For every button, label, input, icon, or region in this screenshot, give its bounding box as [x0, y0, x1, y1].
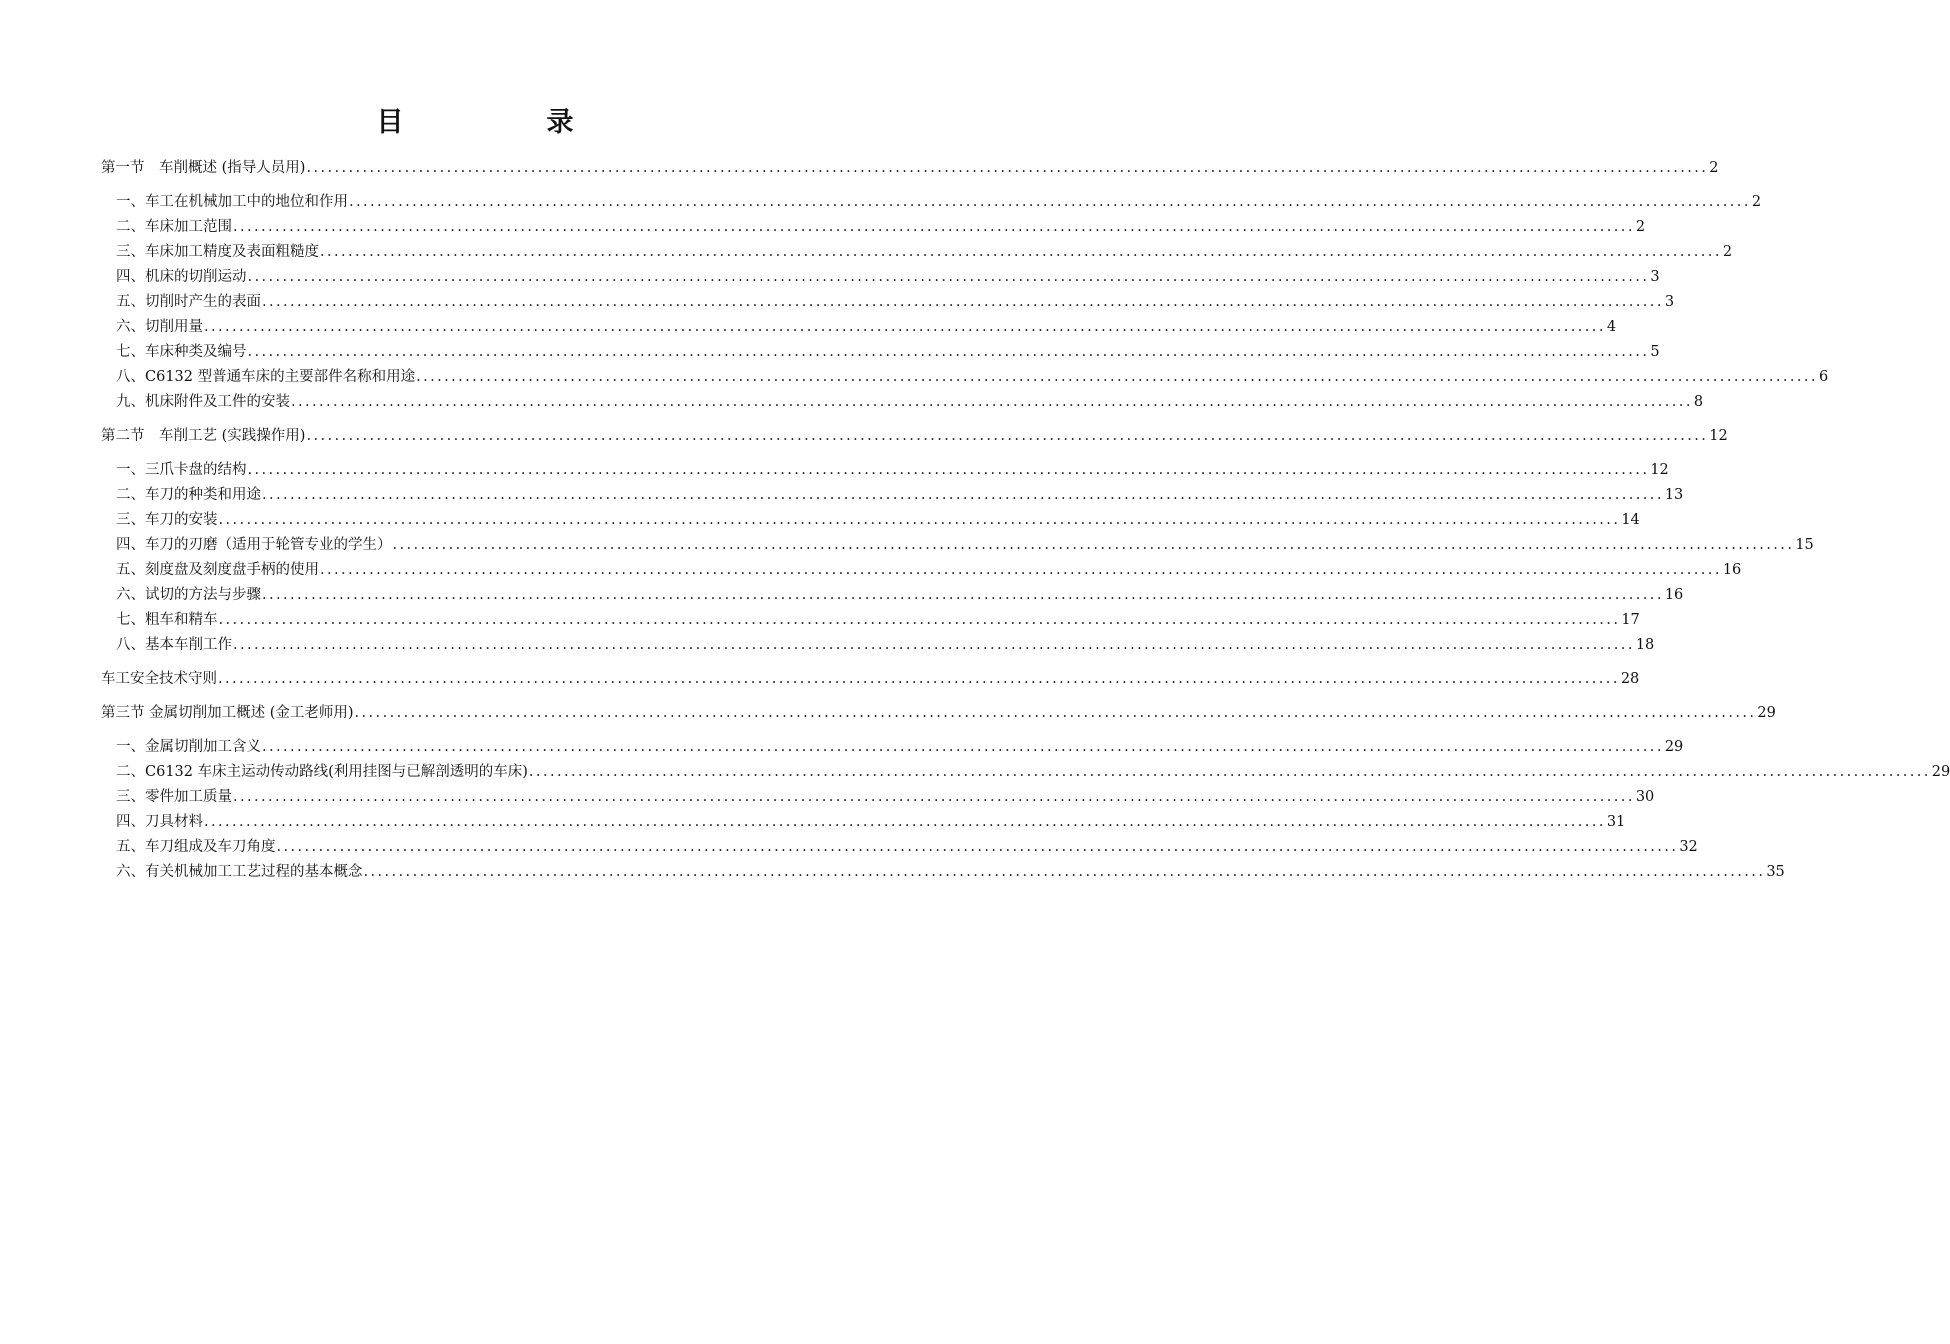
toc-leader-dots: ........................................................................................................................................................................................................	[320, 562, 1722, 578]
toc-leader-dots: ........................................................................................................................................................................................................	[528, 764, 1931, 780]
toc-entry-label: 第一节 车削概述 (指导人员用)	[101, 160, 306, 176]
toc-page-number: 31	[1606, 814, 1626, 830]
toc-subsection-entry[interactable]	[101, 290, 1675, 315]
toc-page-number: 6	[1818, 369, 1829, 385]
toc-leader-dots: ........................................................................................................................................................................................................	[233, 789, 1635, 805]
toc-section-entry[interactable]	[101, 667, 1640, 692]
toc-leader-dots: ........................................................................................................................................................................................................	[291, 394, 1693, 410]
toc-leader-dots: ........................................................................................................................................................................................................	[218, 612, 1621, 628]
toc-subsection-entry[interactable]	[101, 558, 1742, 583]
toc-entry-label: 三、车床加工精度及表面粗糙度	[116, 244, 319, 260]
toc-page-number: 32	[1679, 839, 1698, 855]
toc-entry-label: 一、车工在机械加工中的地位和作用	[116, 194, 348, 210]
toc-page-number: 29	[1931, 764, 1950, 780]
toc-page-number: 18	[1635, 637, 1655, 653]
toc-leader-dots: ........................................................................................................................................................................................................	[262, 739, 1664, 755]
toc-leader-dots: ........................................................................................................................................................................................................	[247, 344, 1650, 360]
toc-leader-dots: ........................................................................................................................................................................................................	[349, 194, 1751, 210]
toc-leader-dots: ........................................................................................................................................................................................................	[392, 537, 1795, 553]
toc-entry-label: 第二节 车削工艺 (实践操作用)	[101, 428, 306, 444]
toc-page-number: 12	[1709, 428, 1728, 444]
toc-entry-label: 一、三爪卡盘的结构	[116, 462, 247, 478]
toc-page-number: 3	[1650, 269, 1660, 285]
toc-leader-dots: ........................................................................................................................................................................................................	[262, 587, 1664, 603]
toc-page-number: 29	[1664, 739, 1684, 755]
toc-leader-dots: ........................................................................................................................................................................................................	[247, 269, 1650, 285]
toc-subsection-entry[interactable]	[101, 760, 1950, 785]
toc-entry-label: 六、切削用量	[116, 319, 203, 335]
toc-entry-label: 四、机床的切削运动	[116, 269, 247, 285]
toc-section-entry[interactable]	[101, 424, 1728, 449]
toc-subsection-entry[interactable]	[101, 215, 1646, 240]
toc-entry-label: 五、切削时产生的表面	[116, 294, 261, 310]
toc-leader-dots: ........................................................................................................................................................................................................	[416, 369, 1818, 385]
toc-leader-dots: ........................................................................................................................................................................................................	[306, 160, 1709, 176]
toc-entry-label: 五、刻度盘及刻度盘手柄的使用	[116, 562, 319, 578]
toc-entry-label: 三、车刀的安装	[116, 512, 218, 528]
toc-leader-dots: ........................................................................................................................................................................................................	[247, 462, 1650, 478]
toc-section-entry[interactable]	[101, 156, 1719, 181]
toc-subsection-entry[interactable]	[101, 735, 1684, 760]
toc-leader-dots: ........................................................................................................................................................................................................	[363, 864, 1766, 880]
toc-entry-label: 九、机床附件及工件的安装	[116, 394, 290, 410]
toc-section-entry[interactable]	[101, 701, 1776, 726]
toc-subsection-entry[interactable]	[101, 860, 1785, 885]
toc-page-number: 2	[1722, 244, 1733, 260]
toc-entry-label: 七、车床种类及编号	[116, 344, 247, 360]
toc-page-number: 29	[1757, 705, 1776, 721]
toc-leader-dots: ........................................................................................................................................................................................................	[204, 319, 1606, 335]
toc-subsection-entry[interactable]	[101, 810, 1626, 835]
toc-page-number: 4	[1606, 319, 1617, 335]
toc-page-number: 8	[1693, 394, 1704, 410]
toc-page-number: 15	[1795, 537, 1814, 553]
toc-page-number: 13	[1664, 487, 1684, 503]
toc-leader-dots: ........................................................................................................................................................................................................	[262, 487, 1664, 503]
toc-subsection-entry[interactable]	[101, 583, 1684, 608]
toc-entry-label: 车工安全技术守则	[101, 671, 217, 687]
table-of-contents	[101, 156, 1950, 885]
toc-leader-dots: ........................................................................................................................................................................................................	[218, 671, 1620, 687]
toc-page-number: 2	[1709, 160, 1719, 176]
toc-entry-label: 二、车床加工范围	[116, 219, 232, 235]
toc-leader-dots: ........................................................................................................................................................................................................	[262, 294, 1664, 310]
toc-subsection-entry[interactable]	[101, 508, 1640, 533]
toc-entry-label: 一、金属切削加工含义	[116, 739, 261, 755]
toc-entry-label: 六、有关机械加工工艺过程的基本概念	[116, 864, 363, 880]
toc-page-number: 17	[1621, 612, 1640, 628]
toc-leader-dots: ........................................................................................................................................................................................................	[204, 814, 1606, 830]
toc-subsection-entry[interactable]	[101, 483, 1684, 508]
toc-entry-label: 六、试切的方法与步骤	[116, 587, 261, 603]
toc-leader-dots: ........................................................................................................................................................................................................	[233, 219, 1635, 235]
toc-entry-label: 五、车刀组成及车刀角度	[116, 839, 276, 855]
toc-leader-dots: ........................................................................................................................................................................................................	[354, 705, 1757, 721]
toc-page-number: 14	[1621, 512, 1640, 528]
toc-subsection-entry[interactable]	[101, 340, 1660, 365]
toc-leader-dots: ........................................................................................................................................................................................................	[276, 839, 1679, 855]
toc-subsection-entry[interactable]	[101, 608, 1640, 633]
toc-subsection-entry[interactable]	[101, 315, 1617, 340]
toc-page-number: 30	[1635, 789, 1655, 805]
toc-entry-label: 二、车刀的种类和用途	[116, 487, 261, 503]
toc-leader-dots: ........................................................................................................................................................................................................	[320, 244, 1722, 260]
toc-subsection-entry[interactable]	[101, 265, 1660, 290]
toc-page-number: 5	[1650, 344, 1660, 360]
page-title: 目 录	[376, 107, 632, 138]
toc-subsection-entry[interactable]	[101, 190, 1762, 215]
toc-page-number: 3	[1664, 294, 1675, 310]
toc-subsection-entry[interactable]	[101, 533, 1814, 558]
toc-entry-label: 四、车刀的刃磨（适用于轮管专业的学生）	[116, 537, 392, 553]
toc-entry-label: 八、基本车削工作	[116, 637, 232, 653]
toc-page-number: 16	[1722, 562, 1742, 578]
toc-subsection-entry[interactable]	[101, 458, 1669, 483]
toc-page-number: 35	[1766, 864, 1785, 880]
toc-page-number: 28	[1620, 671, 1640, 687]
toc-subsection-entry[interactable]	[101, 390, 1704, 415]
toc-subsection-entry[interactable]	[101, 365, 1829, 390]
toc-page-number: 2	[1751, 194, 1762, 210]
toc-page-number: 12	[1650, 462, 1669, 478]
toc-subsection-entry[interactable]	[101, 633, 1655, 658]
toc-entry-label: 三、零件加工质量	[116, 789, 232, 805]
toc-page-number: 2	[1635, 219, 1646, 235]
toc-entry-label: 四、刀具材料	[116, 814, 203, 830]
toc-leader-dots: ........................................................................................................................................................................................................	[306, 428, 1709, 444]
toc-subsection-entry[interactable]	[101, 240, 1733, 265]
toc-leader-dots: ........................................................................................................................................................................................................	[218, 512, 1621, 528]
toc-entry-label: 二、C6132 车床主运动传动路线(利用挂图与已解剖透明的车床)	[116, 764, 528, 780]
toc-page-number: 16	[1664, 587, 1684, 603]
toc-entry-label: 七、粗车和精车	[116, 612, 218, 628]
toc-entry-label: 八、C6132 型普通车床的主要部件名称和用途	[116, 369, 416, 385]
toc-entry-label: 第三节 金属切削加工概述 (金工老师用)	[101, 705, 354, 721]
toc-leader-dots: ........................................................................................................................................................................................................	[233, 637, 1635, 653]
toc-subsection-entry[interactable]	[101, 835, 1698, 860]
toc-subsection-entry[interactable]	[101, 785, 1655, 810]
